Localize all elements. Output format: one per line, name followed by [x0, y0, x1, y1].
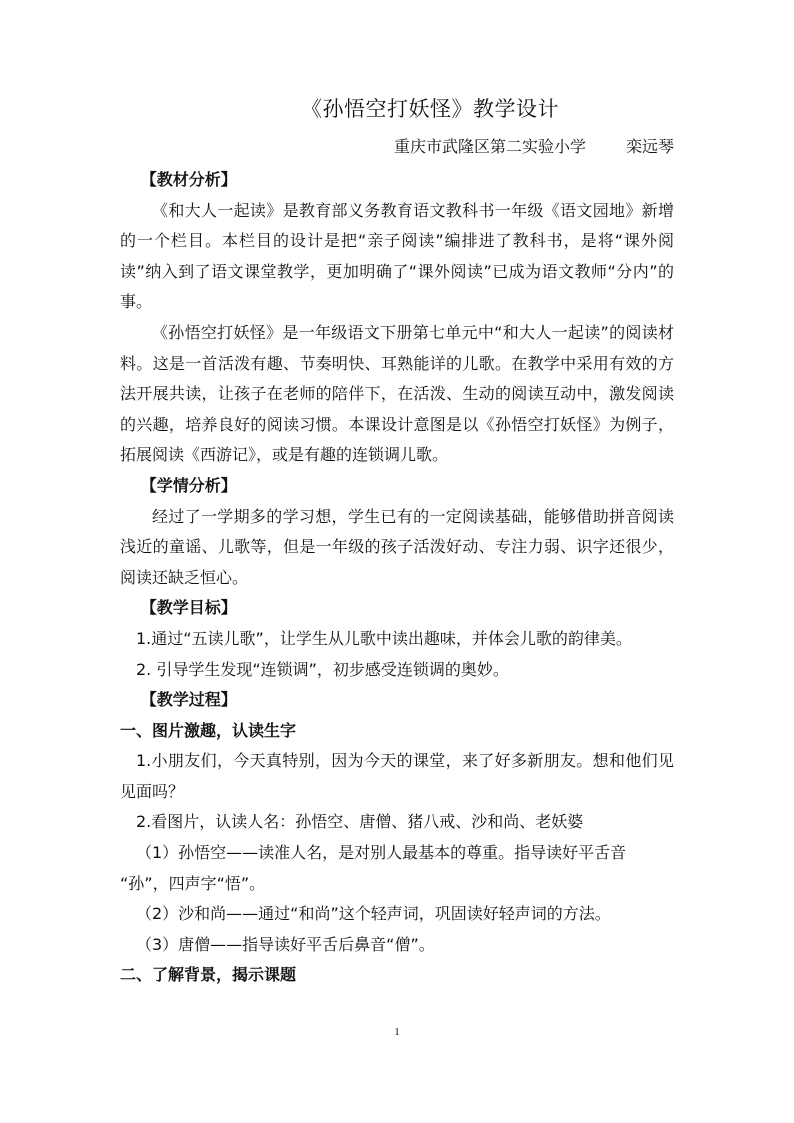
process-substep: （2）沙和尚——通过“和尚”这个轻声词，巩固读好轻声词的方法。: [136, 904, 611, 924]
document-title: 《孙悟空打妖怪》教学设计: [301, 97, 559, 121]
section-heading-textbook-analysis: 【教材分析】: [140, 170, 237, 189]
process-part-title: 二、了解背景，揭示课题: [120, 965, 297, 985]
paragraph: 《和大人一起读》是教育部义务教育语文教科书一年级《语文园地》新增的一个栏目。本栏目的设计是把“亲子阅读”编排进了教科书，是将“课外阅读”纳入到了语文课堂教学，更加明确了“课外阅读”已成为语文教师“分内”的事。: [120, 200, 674, 312]
process-step: 1.小朋友们，今天真特别，因为今天的课堂，来了好多新朋友。想和他们见见面吗？: [120, 751, 674, 801]
section-heading-teaching-goals: 【教学目标】: [140, 598, 237, 618]
process-substep: （3）唐僧——指导读好平舌后鼻音“僧”。: [136, 934, 435, 954]
author-name: 栾远琴: [625, 137, 674, 156]
process-substep-continuation: “孙”，四声字“悟”。: [120, 873, 266, 893]
author-school: 重庆市武隆区第二实验小学: [393, 137, 586, 156]
paragraph: 《孙悟空打妖怪》是一年级语文下册第七单元中“和大人一起读”的阅读材料。这是一首活泼有趣、节奏明快、耳熟能详的儿歌。在教学中采用有效的方法开展共读，让孩子在老师的陪伴下，在活泼、生动的阅读互动中，激发阅读的兴趣，培养良好的阅读习惯。本课设计意图是以《孙悟空打妖怪》为例子，拓展阅读《西游记》，或是有趣的连锁调儿歌。: [120, 322, 674, 465]
paragraph: 经过了一学期多的学习想，学生已有的一定阅读基础，能够借助拼音阅读浅近的童谣、儿歌等，但是一年级的孩子活泼好动、专注力弱、识字还很少，阅读还缺乏恒心。: [120, 506, 674, 587]
goal-item: 1.通过“五读儿歌”，让学生从儿歌中读出趣味，并体会儿歌的韵律美。: [136, 628, 632, 648]
process-part-title: 一、图片激趣，认读生字: [120, 720, 297, 740]
section-heading-teaching-process: 【教学过程】: [140, 690, 237, 710]
process-step: 2.看图片，认读人名：孙悟空、唐僧、猪八戒、沙和尚、老妖婆: [136, 812, 584, 832]
section-heading-student-analysis: 【学情分析】: [140, 475, 237, 495]
goal-item: 2. 引导学生发现“连锁调”，初步感受连锁调的奥妙。: [136, 659, 509, 679]
author-line: [394, 133, 674, 161]
document-body: [120, 165, 674, 991]
page-number: 1: [394, 1026, 400, 1038]
process-substep: （1）孙悟空——读准人名，是对别人最基本的尊重。指导读好平舌音: [136, 843, 627, 863]
